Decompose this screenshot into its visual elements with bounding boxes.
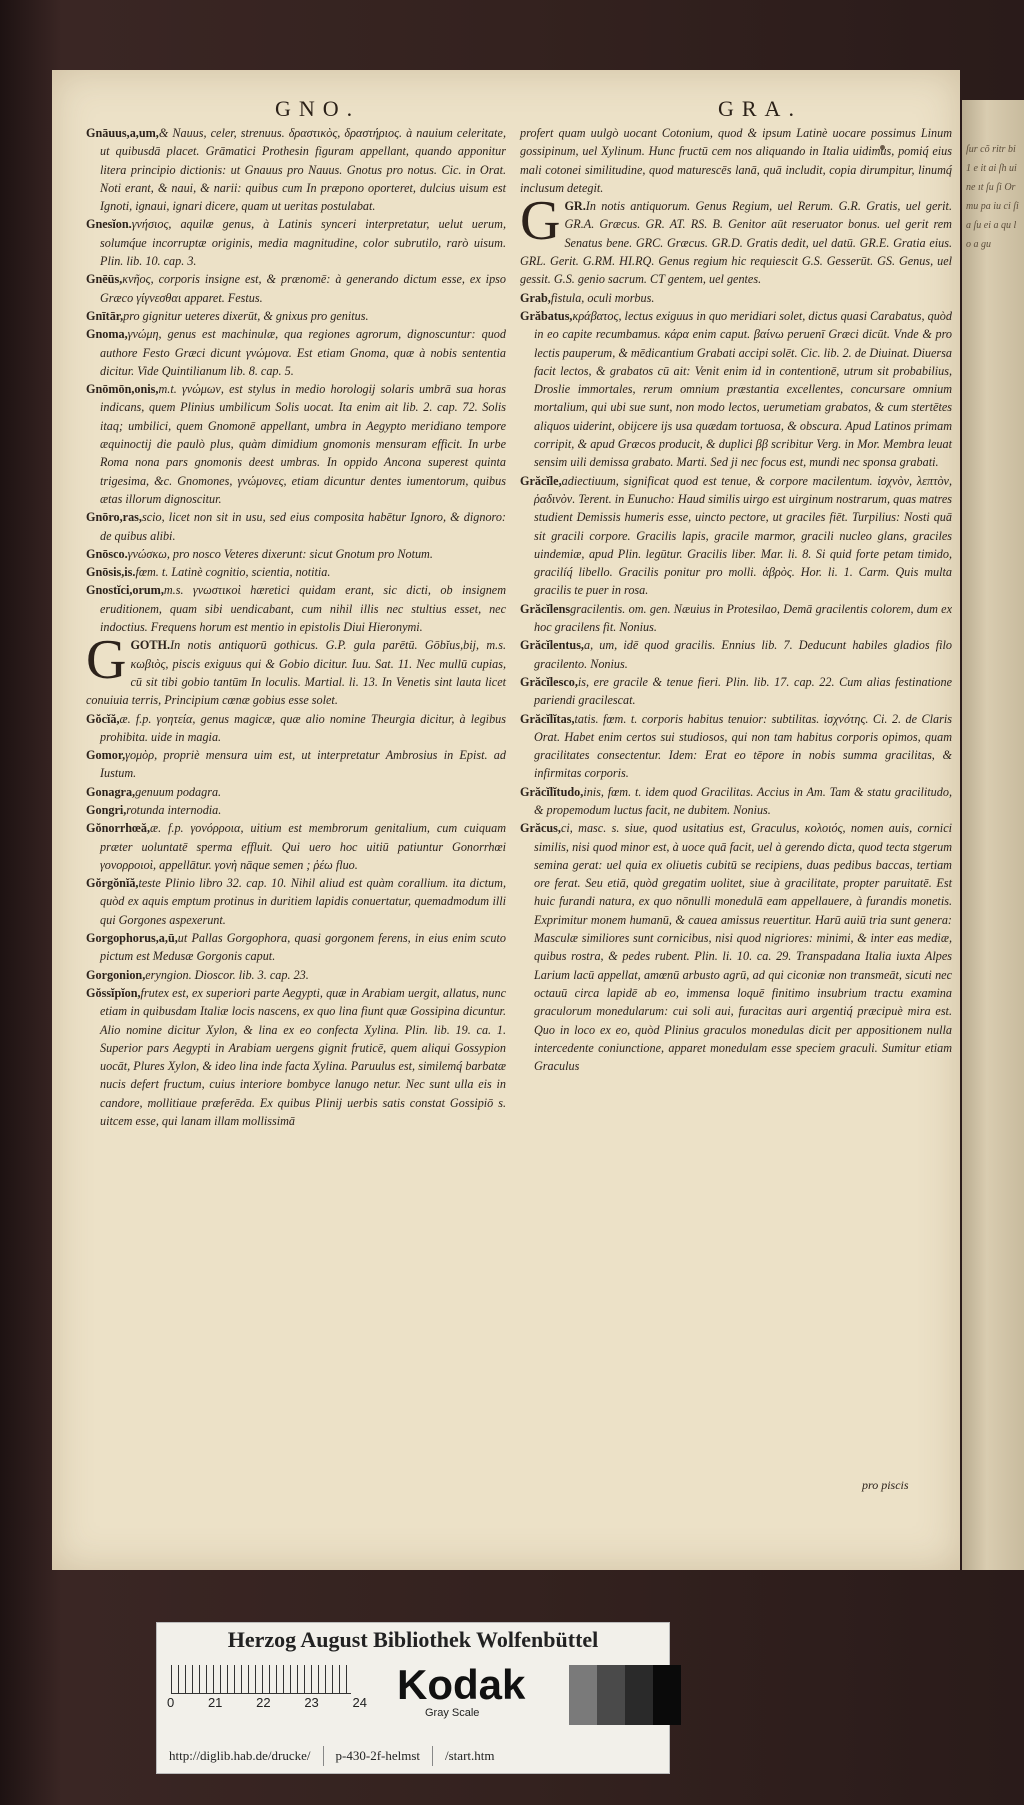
entry-text: ut Pallas Gorgophora, quasi gorgonem ferens, in eius enim scuto pictum est Medusæ Gorgonis caput. (100, 931, 506, 964)
entry-headword: Gŏrgŏnĭă, (86, 876, 139, 891)
dictionary-entry (86, 124, 506, 215)
left-column (86, 124, 506, 1130)
dictionary-entry (520, 190, 952, 288)
entry-headword: Gnōmōn,onis, (86, 382, 159, 397)
drop-cap: G (86, 629, 127, 692)
entry-text: γνήσιος, aquilæ genus, à Latinis synceri interpretatur, uelut uerum, solumq́ue incorruptæ originis, media magnitudine, color subrutilo, rarò uisum. Plin. lib. 10. cap. 3. (100, 217, 506, 269)
entry-headword: Gorgophorus,a,ū, (86, 931, 178, 946)
entry-headword: Grab, (520, 290, 551, 305)
dictionary-entry (520, 673, 952, 710)
gray-scale-label: Gray Scale (425, 1707, 480, 1719)
entry-headword: Gnoma, (86, 327, 128, 342)
entry-headword: Gomor, (86, 748, 126, 763)
url-part: p-430-2f-helmst (335, 1748, 421, 1763)
right-column (520, 124, 952, 1075)
library-name: Herzog August Bibliothek Wolfenbüttel (227, 1627, 599, 1652)
entry-headword: Grăcĭle, (520, 473, 562, 488)
dictionary-entry (86, 581, 506, 636)
dictionary-entry (86, 307, 506, 325)
entry-headword: Grăcus, (520, 821, 561, 836)
entry-text: In notis antiquorū gothicus. G.P. gula parētū. Gōbĭus,bij, m.s. κωβιὸς, piscis exiguus qui & Gobio dicitur. Iuu. Sat. 11. Nec mullū cupias, cū sit tibi gobio tantūm In loculis. Martial. li. 13. In Venetis sint lauta licet conuiuia terris, Principium cœnæ gobius esse solet. (86, 638, 506, 708)
entry-headword: Gnostĭci,orum, (86, 583, 164, 598)
color-target-card (156, 1622, 670, 1774)
entry-text: gracilentis. om. gen. Næuius in Protesilao, Demā gracilentis colorem, dum ex hoc gracilens fit. Nonius. (534, 601, 952, 635)
entry-text: γομὸρ, propriè mensura uim est, ut interpretatur Ambrosius in Epist. ad Iustum. (100, 748, 506, 781)
entry-text: æ. f.p. γονόρροια, uitium est membrorum genitalium, cum cuiquam præter uoluntatē sperma effluit. Qui uero hoc uitiū patiuntur Gonorrhœi γονορροιοὶ, appellātur. γονὴ nāque semen ; ῥέω fluo. (100, 821, 506, 872)
entry-headword: Gŏcĭă, (86, 711, 120, 726)
entry-text: profert quam uulgò uocant Cotonium, quod & ipsum Latinè uocare possimus Linum gossipinum, uel Xylinum. Hunc fructū cem nos aliquando in Italia uidimus, pomiq́ eius mali cotonei similitudine, quod maturescēs lanā, quā includit, copia dirumpitur, linumq́ inclusum detegit. (520, 126, 952, 195)
gray-swatch (653, 1665, 681, 1725)
entry-text: fistula, oculi morbus. (550, 290, 655, 305)
entry-text: γνώσκω, pro nosco Veteres dixerunt: sicut Gnotum pro Notum. (127, 546, 433, 561)
gray-swatch (625, 1665, 653, 1725)
dictionary-entry (86, 966, 506, 984)
entry-headword: Gnōro,ras, (86, 510, 142, 525)
entry-headword: Grăcĭlĭtudo, (520, 784, 584, 799)
entry-text: rotunda internodia. (126, 802, 222, 817)
adjacent-page-text: ſur cõ ritr bi 1 e it ai ſh ui ne ıt ſu ſi Or mu pa iu ci ſi a ſu ei a qu lo a gu (966, 144, 1019, 250)
entry-headword: Gnāuus,a,um, (86, 126, 159, 140)
entry-text: κνῆος, corporis insigne est, & prænomē: à generando dictum esse, ex ipso Græco γίγνεσθαι apparet. Festus. (100, 272, 506, 305)
entry-headword: Gnesĭon. (86, 217, 132, 232)
dictionary-entry (86, 380, 506, 508)
dictionary-entry (86, 215, 506, 270)
dictionary-entry (86, 270, 506, 307)
ruler-number: 21 (207, 1695, 223, 1710)
entry-text: m.s. γνωστικοὶ hæretici quidam erant, sic dicti, ob insignem eruditionem, quam sibi uendicabant, cum nihil illis nec stultius esset, nec indoctius. Frequens horum est mentio in epistolis Diui Hieronymi. (100, 583, 506, 635)
dictionary-entry (86, 325, 506, 380)
entry-headword: Gnōsis,is. (86, 565, 136, 580)
ruler-number: 0 (167, 1695, 175, 1710)
entry-headword: Grăcĭlesco, (520, 674, 578, 689)
dictionary-entry (86, 984, 506, 1130)
entry-headword: GOTH. (130, 638, 171, 653)
entry-text: γνώμη, genus est machinulæ, qua regiones agrorum, dignoscuntur: quod authore Festo Græci dicunt γνώμονα. Est etiam Gnoma, quæ à nobis sententia dicitur. Vide Quintilianum lib. 8. cap. 5. (100, 327, 506, 378)
entry-text: & Nauus, celer, strenuus. δραστικὸς, δραστήριος. à nauium celeritate, ut quibusdā placet. Grāmatici Prothesin figuram appellant, quando apponitur litera principio dictionis: ut Gnauus pro Nauus. Gnotus pro notus. Cic. in Orat. Noti erant, & naui, & narii: quibus cum In præpono oporteret, dulcius uisum est Ignoti, ignaui, ignari dicere, quam ut ueritas postulabat. (100, 126, 506, 214)
dictionary-entry (86, 629, 506, 709)
entry-text: pro gignitur ueteres dixerūt, & gnixus pro genitus. (123, 308, 369, 323)
entry-text: κράβατος, lectus exiguus in quo meridiari solet, dictus quasi Carabatus, quòd in eo capite recumbamus. κάρα enim caput. βαίνω peruenī Græci dicūt. Vnde & pro lectis pauperum, & mēdicantium Grabati accipi solēt. Cic. lib. 2. de Diuinat. Diuersa facit lectos, & grabatos cū ait: Venit enim id in contentionē, utrum sit probabilius, Droslie immortales, rerum omnium præstantia excellentes, concursare omnium mortalium, qui ubi sue sunt, non modo lectos, uerumetiam grabatos, & cum stertētes aliquos uiderint, obijcere ijs usa quædam tortuosa, & obscura. Apud Latinos primam corripit, & apud Græcos producit, & duplici ββ scribitur Verg. in Mor. Membra leuat sensim uili demissa grabato. Marti. Sed ji nec focus est, mundi nec sponsa grabati. (534, 308, 952, 470)
url-part: http://diglib.hab.de/drucke/ (169, 1748, 311, 1763)
entry-text: genuum podagra. (135, 784, 222, 799)
dictionary-entry (520, 636, 952, 673)
ruler-number: 23 (304, 1695, 319, 1710)
entry-headword: Gongri, (86, 802, 127, 817)
catchword: pro piscis (862, 1478, 909, 1492)
entry-text: is, ere gracile & tenue fieri. Plin. lib. 17. cap. 22. Cum alias festinatione pariendi gracilescat. (534, 674, 952, 708)
dictionary-entry (520, 600, 952, 637)
entry-headword: Grăcĭlentus, (520, 638, 584, 653)
dictionary-entry (520, 819, 952, 1075)
entry-text: ci, masc. s. siue, quod usitatius est, Graculus, κολοιός, nomen auis, cornici similis, nisi quod minor est, à uoce quā facit, uel à gerendo dicta, quod tecta stgerum semina gerat: uel quia ex oliuetis cubitū se recipiens, duas pedibus baccas, tertiam ore ferat. Seu etiā, quòd gregatim uolitet, siue à gracilitate, propter paruitatē. Est huic furandi natura, ex quo nōnulli monedulā eam appellauere, à furandis monetis. Exprimitur monem humanū, & cauea amissus reuertitur. Harū auiū tria sunt genera: Masculæ similiores sunt cornicibus, nisi quod nigriores: minimi, & inter eas mediæ, quibus rostra, & pedes rubent. Plin. li. 10. ca. 29. Transpadana Italia iuxta Alpes Larium lacū appellat, amœnū arbusto agrū, ad qui ciconiæ non transmeāt, sicuti nec octauū circa lapidē ab eo, immensa loquē finitimo insubrium tractu examina graculorum monedularum: cui soli aui, furacitas auri argentiq́ præcipuè mira est. Quo in loco ex eo, quòd Plinius graculos monedulas dicit per appositionem nulla intercedente coniunctione, apparet monedulam esse speciem graculi. Sumitur etiam Graculus (534, 821, 952, 1074)
entry-text: scio, licet non sit in usu, sed eius composita habētur Ignoro, & dignoro: de quibus alibi. (100, 510, 506, 543)
scale-ruler (171, 1665, 351, 1694)
drop-cap: G (520, 190, 561, 253)
entry-headword: Gŏssĭpĭon, (86, 985, 141, 1000)
entry-text: frutex est, ex superiori parte Aegypti, quæ in Arabiam uergit, allatus, nunc etiam in quibusdam Italiæ locis nascens, ex quo lina fiunt quæ Gossipina dicuntur. Alio nomine dicitur Xylon, & lina ex eo confecta Xylina. Plin. lib. 19. ca. 1. Superior pars Aegypti in Arabiam uergens gignit fruticē, quem aliqui Gossypion uocāt, Plures Xylon, & ideo lina inde facta Xylina. Paruulus est, similemq́ barbatæ nucis defert fructum, cuius interiore bombyce lanugo netur. Nec sunt ulla eis in candore, mollitiaue præferēda. Ex quibus Plinij uerbis satis constat Gossipiō s. uitcem esse, qui lanam illam mollissimā (100, 985, 506, 1129)
entry-headword: Grăcĭlĭtas, (520, 711, 575, 726)
ruler-number: 24 (352, 1695, 367, 1710)
entry-text: tatis. fœm. t. corporis habitus tenuior: subtilitas. ἰσχνότης. Ci. 2. de Claris Orat. Habet enim certos sui studiosos, qui non tam habitus corporis opimos, quam gracilitates consectentur. Idem: Erat eo tēpore in nobis summa gracilitas, & infirmitas corporis. (534, 711, 952, 781)
dictionary-entry (520, 472, 952, 600)
entry-text: fœm. t. Latinè cognitio, scientia, notitia. (135, 565, 331, 580)
running-header-left: GNO. (275, 96, 361, 121)
dictionary-entry (520, 289, 952, 307)
entry-text: In notis antiquorum. Genus Regium, uel Rerum. G.R. Gratis, uel gerit. GR.A. Græcus. GR. AT. RS. B. Genitor aūt reseruator bonus. uel gerit rem Senatus bene. GRC. Græcus. GR.D. Gratis dedit, uel datū. GR.E. Gratia eius. GRL. Gerit. G.RM. HI.RQ. Genus regium hic requiescit G.S. Gesserūt. GS. Genus, uel gessit. G.S. genio sacrum. CT gentem, uel gentes. (520, 199, 952, 287)
entry-headword: Gorgonion, (86, 967, 146, 982)
gray-swatches (569, 1665, 681, 1725)
entry-text: inis, fœm. t. idem quod Gracilitas. Accius in Am. Tam & statu gracilitudo, & propemodum luctus facit, ne dubitem. Nonius. (534, 784, 952, 817)
dictionary-entry (86, 746, 506, 783)
dictionary-entry (86, 819, 506, 874)
gray-swatch (597, 1665, 625, 1725)
entry-text: adiectiuum, significat quod est tenue, & corpore macilentum. ἰσχνὸν, λεπτὸν, ῥαδινὸν. Terent. in Eunucho: Haud similis uirgo est uirginum nostrarum, quas matres studient Demissis humeris esse, uincto pectore, ut graciles fiēt. Turpilius: Nosti quā sit gracili corpore. Gracilis lapis, gracile marmor, gracili nucleo glans, graciles uindemiæ, apud Plin. legūtur. Gracilis liber. Mar. li. 8. Si quid forte petam timido, gracilíq́ libello. Gracilis ponitur pro molli. ἁβρὸς. Hor. li. 1. Carm. Quis multa gracilis te puer in rosa. (534, 473, 952, 598)
dictionary-entry (520, 783, 952, 820)
entry-text: m.t. γνώμων, est stylus in medio horologij solaris umbrā sua horas indicans, quem Plinius umbilicum Solis uocat. Ita enim ait lib. 2. cap. 72. Solis itaq; umbilici, quem Gnomonē appellant, umbra in Aegypto meridiano tempore æquinoctij die paulò plus, quàm dimidium gnomonis mensuram efficit. In urbe Roma nona pars gnomonis deest umbras. In oppido Ancona superest quinta trigesima, &c. Gnomones, γνώμονες, etiam dicuntur dentes iumentorum, quibus ætas illorum dignoscitur. (100, 382, 506, 506)
entry-headword: Gŏnorrhœă, (86, 821, 150, 836)
entry-headword: Gnēūs, (86, 272, 123, 287)
dictionary-entry (86, 545, 506, 563)
running-header-right: GRA. (718, 96, 802, 121)
dictionary-entry (86, 929, 506, 966)
dictionary-entry (86, 508, 506, 545)
entry-headword: Gnōsco. (86, 546, 128, 561)
dictionary-entry (520, 124, 952, 197)
url-part: /start.htm (445, 1748, 495, 1763)
entry-headword: Grăbatus, (520, 308, 573, 323)
adjacent-page-edge (962, 100, 1024, 1570)
dictionary-entry (86, 710, 506, 747)
kodak-logo: Kodak (397, 1661, 526, 1708)
gray-swatch (569, 1665, 597, 1725)
ruler-numbers (167, 1695, 367, 1710)
dictionary-entry (520, 307, 952, 472)
dictionary-entry (86, 783, 506, 801)
dictionary-entry (86, 874, 506, 929)
entry-headword: GR. (564, 199, 586, 214)
entry-headword: Gnītār, (86, 308, 124, 323)
entry-text: eryngion. Dioscor. lib. 3. cap. 23. (145, 967, 309, 982)
entry-text: æ. f.p. γοητεία, genus magicæ, quæ alio nomine Theurgia dicitur, à legibus prohibita. uide in magia. (100, 711, 506, 744)
entry-headword: Gonagra, (86, 784, 136, 799)
source-url (157, 1739, 669, 1773)
dictionary-entry (86, 801, 506, 819)
entry-text: a, um, idē quod gracilis. Ennius lib. 7. Deducunt habiles gladios filo gracilento. Nonius. (534, 638, 952, 671)
ruler-number: 22 (256, 1695, 271, 1710)
entry-text: teste Plinio libro 32. cap. 10. Nihil aliud est quàm corallium. ita dictum, quòd ex aquis emptum protinus in duritiem lapidis conuertatur, quemadmodum illi qui Gorgones aspexerunt. (100, 876, 506, 927)
entry-headword: Grăcĭlens (520, 601, 571, 616)
dictionary-entry (520, 710, 952, 783)
dictionary-entry (86, 563, 506, 581)
